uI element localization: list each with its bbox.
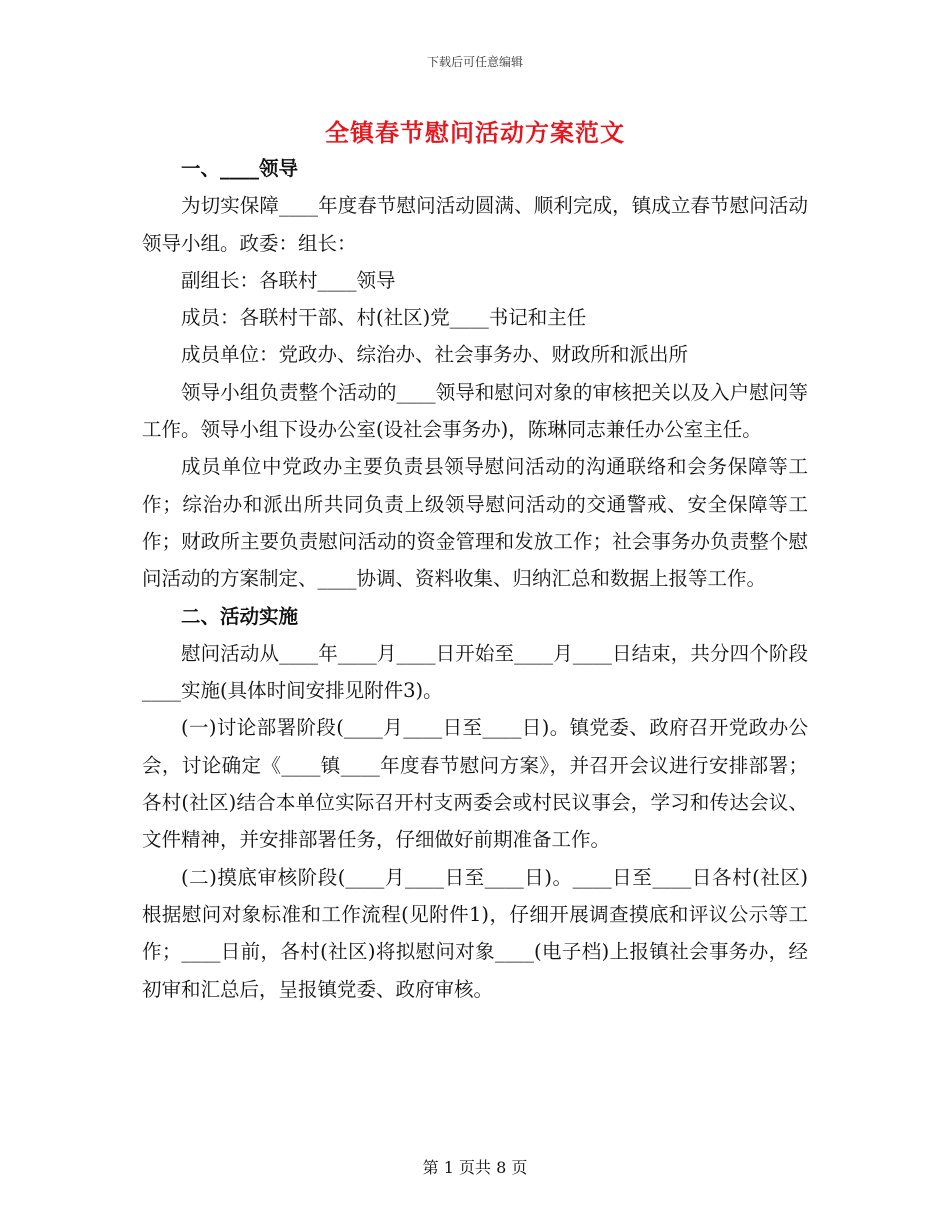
document-body [142,150,808,1008]
paragraph-schedule: 慰问活动从____年____月____日开始至____月____日结束，共分四个阶段____实施(具体时间安排见附件3)。 [142,641,808,703]
section-heading-implementation: 二、活动实施 [181,604,299,628]
paragraph-deputy-leader: 副组长：各联村____领导 [181,268,396,292]
paragraph-members: 成员：各联村干部、村(社区)党____书记和主任 [181,306,587,330]
paragraph-leadership-group: 为切实保障____年度春节慰问活动圆满、顺利完成，镇成立春节慰问活动领导小组。政委：组长： [142,194,808,255]
section-heading-leadership: 一、____领导 [181,157,299,180]
page-header-note: 下载后可任意编辑 [426,55,523,69]
page-footer: 第 1 页共 8 页 [422,1158,528,1177]
paragraph-member-units: 成员单位：党政办、综治办、社会事务办、财政所和派出所 [181,343,689,367]
paragraph-stage-two: (二)摸底审核阶段(____月____日至____日)。____日至____日各村(社区)根据慰问对象标准和工作流程(见附件1)，仔细开展调查摸底和评议公示等工作；____日前，各村(社区)将拟慰问对象____(电子档)上报镇社会事务办，经初审和汇总后，呈报镇党委、政府审核。 [142,865,808,1001]
paragraph-unit-duties: 成员单位中党政办主要负责县领导慰问活动的沟通联络和会务保障等工作；综治办和派出所共同负责上级领导慰问活动的交通警戒、安全保障等工作；财政所主要负责慰问活动的资金管理和发放工作；社会事务办负责整个慰问活动的方案制定、____协调、资料收集、归纳汇总和数据上报等工作。 [142,455,808,591]
document-title: 全镇春节慰问活动方案范文 [325,118,625,147]
paragraph-group-duties: 领导小组负责整个活动的____领导和慰问对象的审核把关以及入户慰问等工作。领导小组下设办公室(设社会事务办)，陈琳同志兼任办公室主任。 [142,380,808,442]
paragraph-stage-one: (一)讨论部署阶段(____月____日至____日)。镇党委、政府召开党政办公会，讨论确定《____镇____年度春节慰问方案》，并召开会议进行安排部署；各村(社区)结合本单位实际召开村支两委会或村民议事会，学习和传达会议、文件精神，并安排部署任务，仔细做好前期准备工作。 [142,716,808,852]
